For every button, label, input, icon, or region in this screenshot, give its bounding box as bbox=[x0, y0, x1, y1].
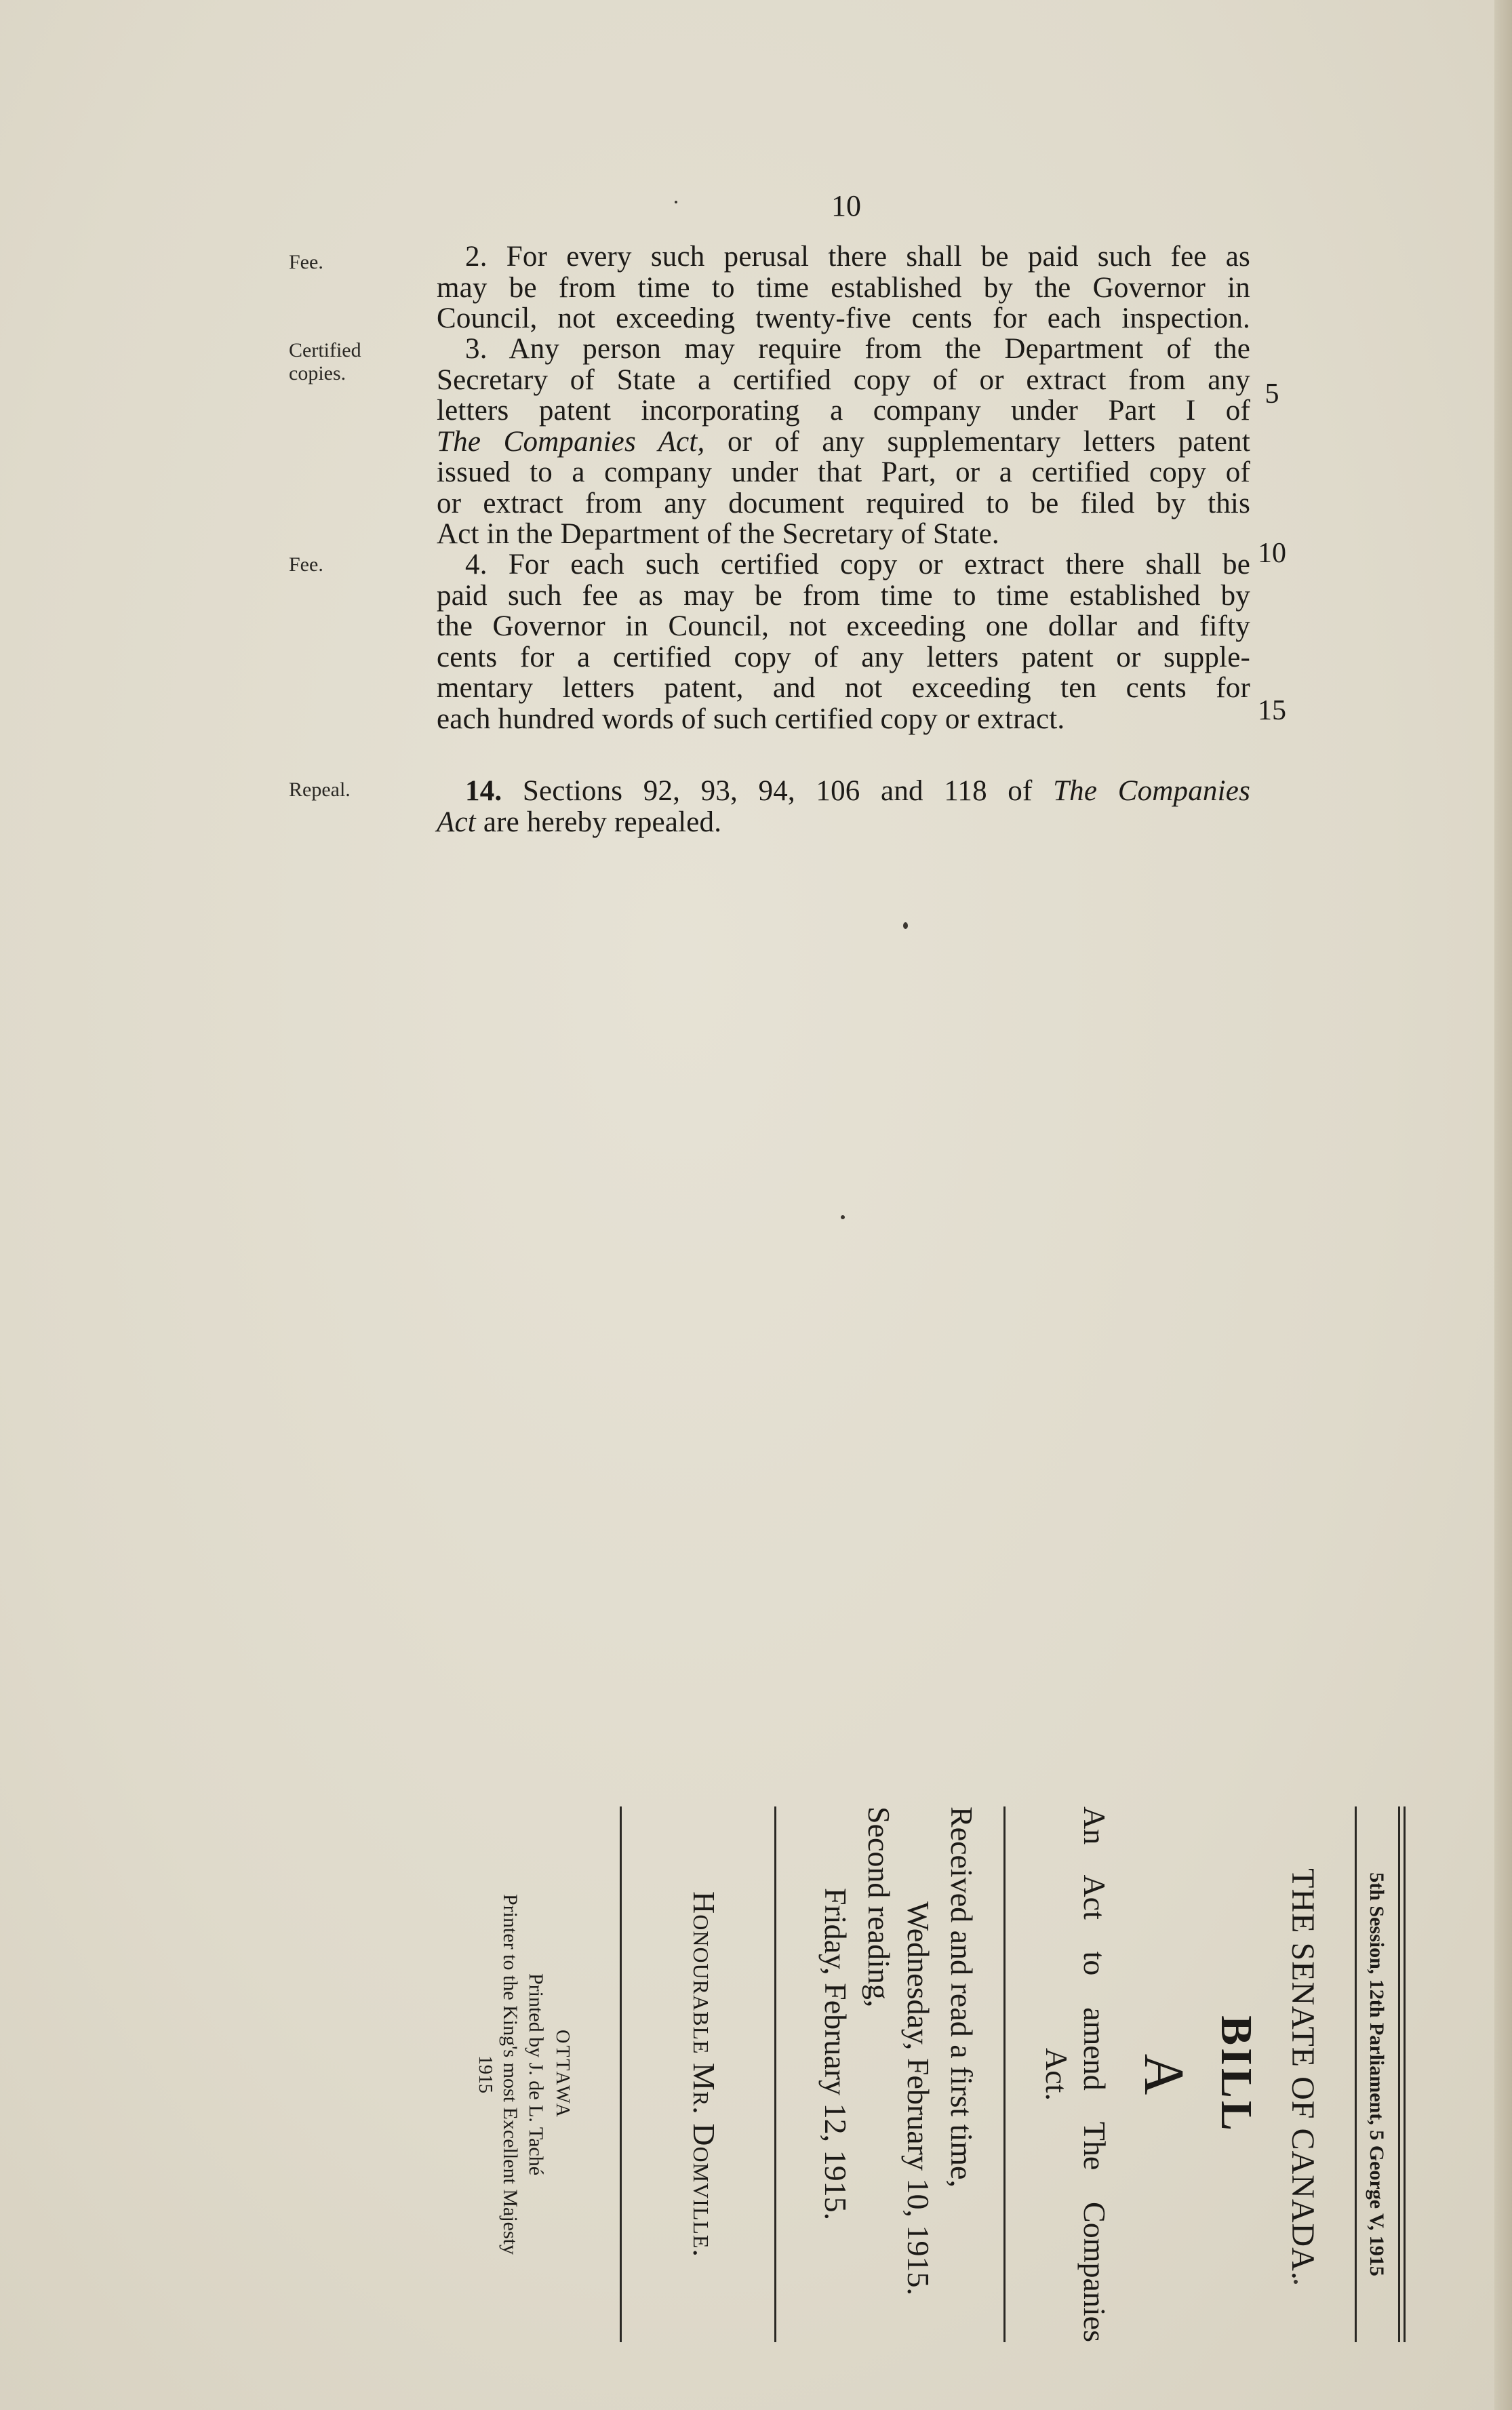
page-number: 10 bbox=[831, 189, 861, 222]
rule bbox=[774, 1806, 776, 2342]
line-number-10: 10 bbox=[1258, 538, 1286, 569]
sponsor-name: Honourable Mr. Domville. bbox=[687, 1891, 721, 2257]
text-line: may be from time to time established by the Governor in bbox=[437, 271, 1250, 304]
text-fragment: Sections 92, 93, 94, 106 and 118 of bbox=[502, 775, 1054, 807]
second-reading-date: Friday, February 12, 1915. bbox=[818, 1888, 853, 2221]
first-reading-date: Wednesday, February 10, 1915. bbox=[901, 1901, 936, 2295]
section-14 bbox=[437, 776, 1250, 837]
printer-city: OTTAWA bbox=[552, 2030, 573, 2119]
ink-speck bbox=[841, 1215, 845, 1219]
first-reading-label: Received and read a first time, bbox=[944, 1806, 979, 2188]
text-line: letters patent incorporating a company under Part I of bbox=[437, 395, 1250, 427]
second-reading-label: Second reading, bbox=[862, 1806, 896, 2008]
senate-heading: THE SENATE OF CANADA. bbox=[1285, 1868, 1321, 2280]
margin-note-copies: copies. bbox=[289, 362, 346, 384]
text-line: 2. For every such perusal there shall be paid such fee as bbox=[465, 241, 1250, 273]
bill-heading: BILL bbox=[1212, 2015, 1261, 2133]
text-fragment: or of any supplementary letters patent bbox=[704, 425, 1250, 458]
text-line: cents for a certified copy of any letters patent or supple- bbox=[437, 641, 1250, 673]
letter-a: A bbox=[1132, 2053, 1195, 2095]
double-rule bbox=[1404, 1806, 1406, 2342]
ink-speck bbox=[903, 922, 908, 929]
printer-title: Printer to the King's most Excellent Majesty bbox=[499, 1894, 521, 2255]
margin-note-certified: Certified bbox=[289, 339, 361, 361]
text-line: issued to a company under that Part, or a certified copy of bbox=[437, 456, 1250, 488]
margin-note-certified-copies bbox=[289, 339, 361, 385]
text-fragment: are hereby repealed. bbox=[475, 806, 722, 838]
text-line: Secretary of State a certified copy of or extract from any bbox=[437, 363, 1250, 396]
rule bbox=[1003, 1806, 1006, 2342]
text-line: the Governor in Council, not exceeding one dollar and fifty bbox=[437, 610, 1250, 642]
text-line: paid such fee as may be from time to time established by bbox=[437, 579, 1250, 612]
margin-note-fee-2: Fee. bbox=[289, 553, 323, 576]
text-line bbox=[437, 427, 1250, 458]
paragraph-3 bbox=[437, 334, 1250, 550]
rule bbox=[620, 1806, 622, 2342]
text-line: each hundred words of such certified copy or extract. bbox=[437, 703, 1065, 735]
text-line: Council, not exceeding twenty-five cents for each inspection. bbox=[437, 302, 1250, 334]
act-title-line-2: Act. bbox=[1039, 2048, 1074, 2101]
text-line: or extract from any document required to be filed by this bbox=[437, 487, 1250, 519]
text-line bbox=[437, 776, 1250, 807]
margin-note-fee: Fee. bbox=[289, 251, 323, 273]
double-rule bbox=[1398, 1806, 1400, 2342]
act-title-italic: The Companies bbox=[1053, 775, 1250, 807]
rule bbox=[1355, 1806, 1357, 2342]
act-title-italic: The Companies Act, bbox=[437, 425, 705, 458]
printer-name: Printed by J. de L. Taché bbox=[525, 1973, 547, 2176]
act-title-line-1: An Act to amend The Companies bbox=[1077, 1806, 1112, 2342]
margin-note-repeal: Repeal. bbox=[289, 778, 351, 801]
session-line: 5th Session, 12th Parliament, 5 George V, 1915 bbox=[1366, 1872, 1388, 2276]
text-line: 4. For each such certified copy or extract there shall be bbox=[465, 549, 1250, 580]
paragraph-2 bbox=[437, 241, 1250, 334]
ink-speck bbox=[675, 201, 677, 203]
section-number: 14. bbox=[465, 775, 502, 807]
print-year: 1915 bbox=[475, 2055, 496, 2093]
line-number-5: 5 bbox=[1265, 378, 1279, 410]
page-edge bbox=[1494, 0, 1512, 2410]
text-line: mentary letters patent, and not exceeding ten cents for bbox=[437, 672, 1250, 704]
text-line: 3. Any person may require from the Department of the bbox=[465, 333, 1250, 365]
bill-cover bbox=[180, 1806, 1400, 2342]
line-number-15: 15 bbox=[1258, 695, 1286, 726]
text-line: Act in the Department of the Secretary of State. bbox=[437, 518, 999, 550]
text-line bbox=[437, 807, 1250, 838]
act-title-italic: Act bbox=[437, 806, 476, 838]
paragraph-4 bbox=[437, 549, 1250, 734]
